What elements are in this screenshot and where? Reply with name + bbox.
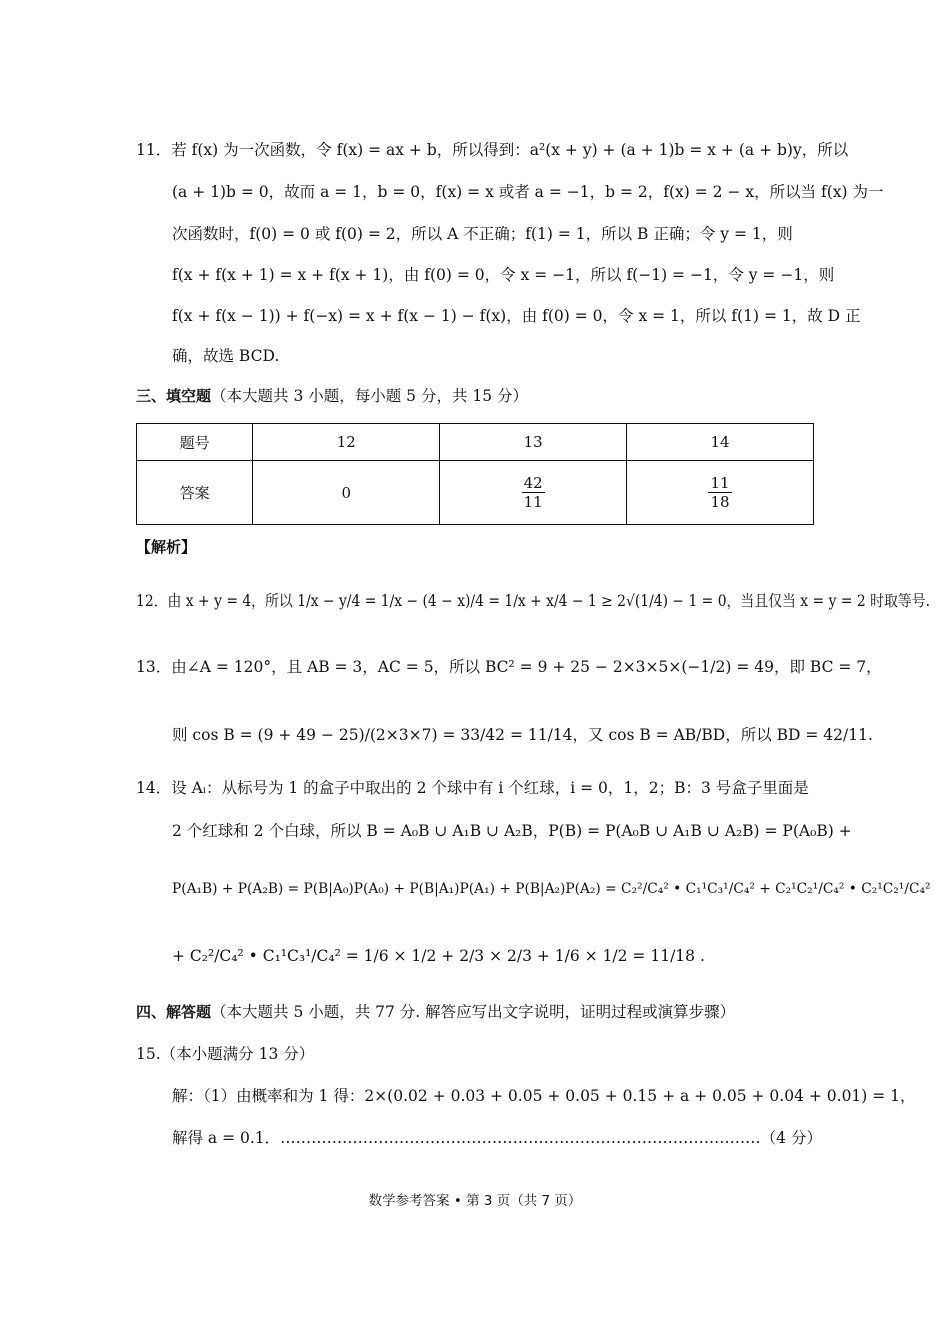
numerator: 42 — [523, 474, 543, 493]
denominator: 11 — [523, 493, 543, 512]
answer-cell-13 — [440, 461, 627, 525]
q11-line-3: 次函数时，f(0) = 0 或 f(0) = 2，所以 A 不正确；f(1) = 1，所以 B 正确；令 y = 1，则 — [172, 225, 793, 243]
q11-line-1: 11．若 f(x) 为一次函数，令 f(x) = ax + b，所以得到：a²(x + y) + (a + 1)b = x + (a + b)y，所以 — [136, 141, 849, 159]
q15-line-1: 解：（1）由概率和为 1 得：2×(0.02 + 0.03 + 0.05 + 0.05 + 0.15 + a + 0.05 + 0.04 + 0.01) = 1， — [172, 1087, 916, 1105]
header-label-cell: 题号 — [137, 424, 253, 461]
table-row — [137, 424, 814, 461]
q14-line-2: 2 个红球和 2 个白球，所以 B = A₀B ∪ A₁B ∪ A₂B，P(B) = P(A₀B ∪ A₁B ∪ A₂B) = P(A₀B) + — [172, 822, 852, 840]
q12-text: 12．由 x + y = 4，所以 1/x − y/4 = 1/x − (4 − x)/4 = 1/x + x/4 − 1 ≥ 2√(1/4) − 1 = 0，当且仅当 x = y = 2 时取等号. — [136, 592, 931, 610]
fraction — [522, 474, 545, 511]
page-footer: 数学参考答案 • 第 3 页（共 7 页） — [368, 1193, 582, 1209]
table-row — [137, 461, 814, 525]
q11-line-6: 确，故选 BCD. — [172, 347, 280, 365]
number-cell-13: 13 — [440, 424, 627, 461]
analysis-heading: 【解析】 — [136, 538, 197, 556]
denominator: 18 — [710, 493, 730, 512]
q11-line-2: (a + 1)b = 0，故而 a = 1，b = 0，f(x) = x 或者 a = −1，b = 2，f(x) = 2 − x，所以当 f(x) 为一 — [172, 183, 884, 201]
section4-heading: 四、解答题 — [136, 1003, 212, 1021]
answer-cell-12: 0 — [253, 461, 440, 525]
answer-cell-14 — [627, 461, 814, 525]
section3-note: （本大题共 3 小题，每小题 5 分，共 15 分） — [211, 387, 529, 405]
section4-heading-row — [136, 1001, 735, 1023]
section3-heading-row — [136, 385, 528, 407]
section4-note: （本大题共 5 小题，共 77 分. 解答应写出文字说明，证明过程或演算步骤） — [211, 1003, 736, 1021]
number-cell-14: 14 — [627, 424, 814, 461]
q15-title: 15.（本小题满分 13 分） — [136, 1045, 315, 1063]
fraction — [708, 474, 731, 511]
q14-line-4: + C₂²/C₄² • C₁¹C₃¹/C₄² = 1/6 × 1/2 + 2/3 × 2/3 + 1/6 × 1/2 = 11/18 . — [172, 947, 705, 965]
section3-heading: 三、填空题 — [136, 387, 212, 405]
number-cell-12: 12 — [253, 424, 440, 461]
q14-line-3: P(A₁B) + P(A₂B) = P(B|A₀)P(A₀) + P(B|A₁)P(A₁) + P(B|A₂)P(A₂) = C₂²/C₄² • C₁¹C₃¹/C₄² + C₂¹C₂¹/C₄² • C₂¹C₂¹/C₄² — [172, 881, 931, 897]
q14-line-1: 14．设 Aᵢ：从标号为 1 的盒子中取出的 2 个球中有 i 个红球，i = 0，1，2；B：3 号盒子里面是 — [136, 779, 809, 797]
q11-line-4: f(x + f(x + 1) = x + f(x + 1)，由 f(0) = 0，令 x = −1，所以 f(−1) = −1，令 y = −1，则 — [172, 266, 835, 284]
q11-line-5: f(x + f(x − 1)) + f(−x) = x + f(x − 1) − f(x)，由 f(0) = 0，令 x = 1，所以 f(1) = 1，故 D 正 — [172, 307, 861, 325]
answer-table — [136, 423, 814, 525]
numerator: 11 — [710, 474, 730, 493]
q13-line-1: 13．由∠A = 120°，且 AB = 3，AC = 5，所以 BC² = 9 + 25 − 2×3×5×(−1/2) = 49，即 BC = 7， — [136, 658, 882, 676]
answer-label-cell: 答案 — [137, 461, 253, 525]
q15-line-2: 解得 a = 0.1．…………………………………………………………………………………（4 分） — [172, 1129, 822, 1147]
q13-line-2: 则 cos B = (9 + 49 − 25)/(2×3×7) = 33/42 = 11/14，又 cos B = AB/BD，所以 BD = 42/11. — [172, 726, 873, 744]
